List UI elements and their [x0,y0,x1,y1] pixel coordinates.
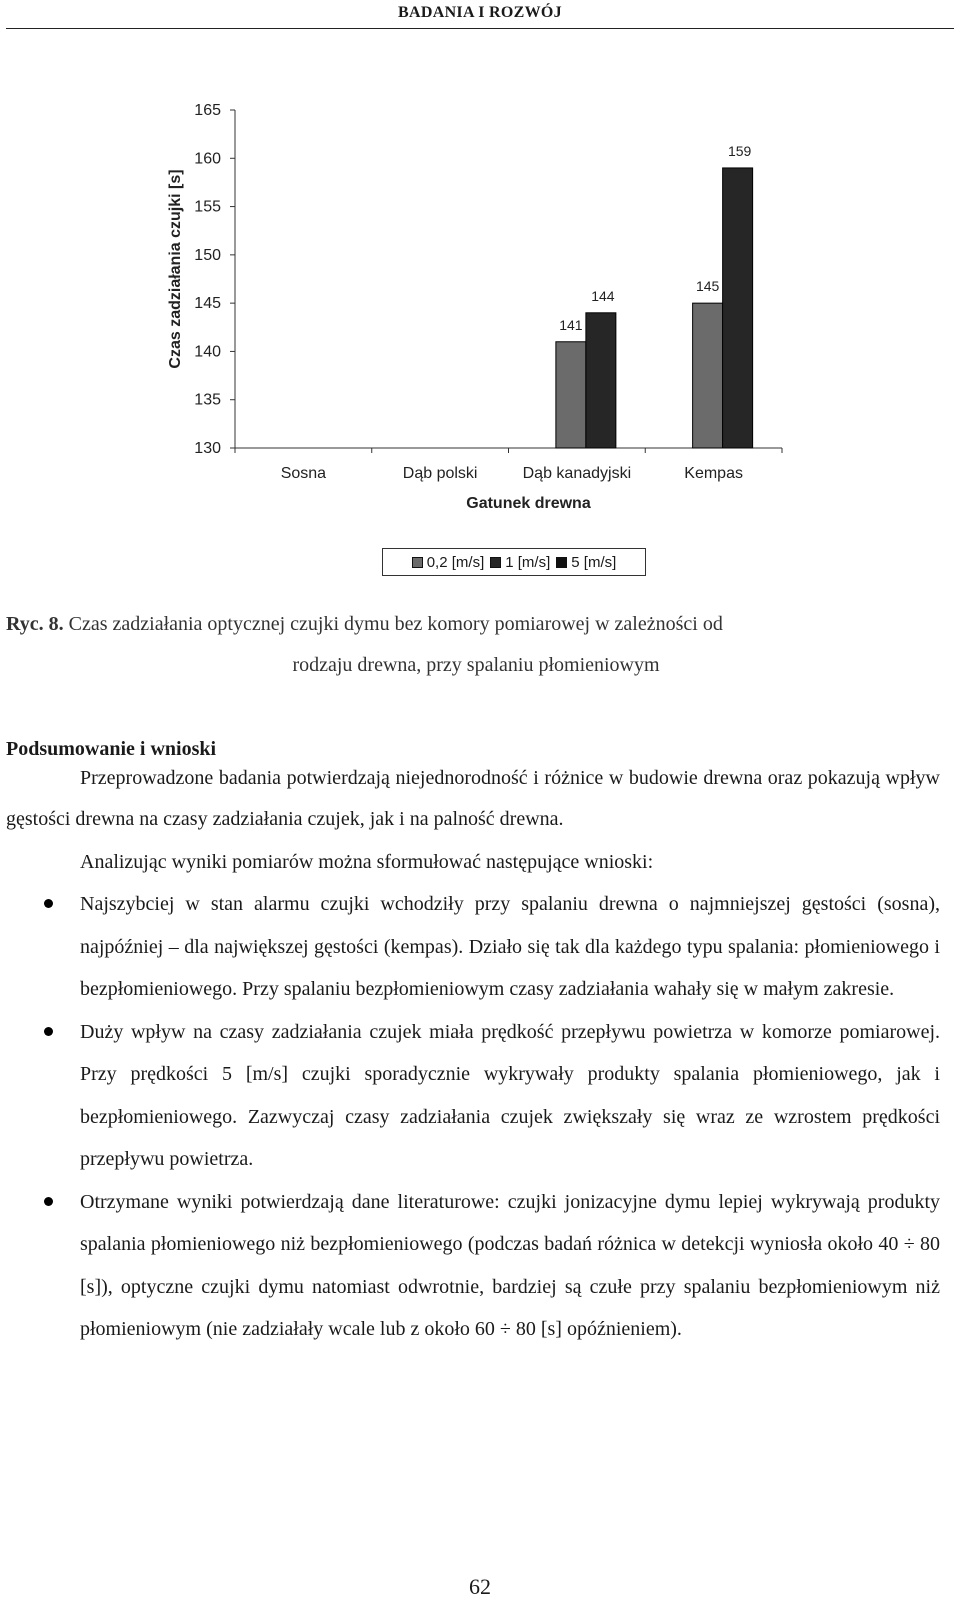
y-tick-label: 165 [194,102,221,119]
y-axis-title: Czas zadziałania czujki [s] [167,169,184,369]
y-tick-label: 140 [194,343,221,361]
x-tick-label: Dąb kanadyjski [522,465,632,482]
bar [723,168,753,448]
bar [556,342,586,448]
legend-item [490,554,550,571]
bullet-icon [44,1197,53,1206]
y-tick-label: 160 [194,150,221,168]
figure-number: Ryc. 8. [6,613,64,635]
running-header: BADANIA I ROZWÓJ [398,4,562,21]
list-item: Duży wpływ na czasy zadziałania czujek miała prędkość przepływu powietrza w komorze pomiarowej. Przy prędkości 5 [m/s] czujki sporadycznie wykrywały produkty spalania płomieniowego, jak i bezpłomieniowego. Zazwyczaj czasy zadziałania czujek zwiększały się wraz ze wzrostem prędkości przepływu powietrza. [0,1011,940,1181]
y-tick-label: 145 [194,295,221,313]
caption-line-1: Czas zadziałania optycznej czujki dymu bez komory pomiarowej w zależności od [68,613,723,635]
x-axis-title: Gatunek drewna [466,495,591,512]
bar [586,313,616,448]
caption-line-2: rodzaju drewna, przy spalaniu płomieniowym [292,654,660,676]
y-tick-label: 155 [194,198,221,216]
data-label: 144 [591,287,615,304]
page-number: 62 [469,1574,491,1599]
legend-swatch [412,557,423,568]
legend-item [412,554,485,571]
legend-swatch [490,557,501,568]
figure-caption [6,604,946,686]
y-tick-label: 135 [194,391,221,409]
data-label: 145 [695,278,720,295]
y-tick-label: 130 [194,440,221,457]
legend-label: 5 [m/s] [571,553,617,571]
legend-swatch [556,557,567,568]
x-tick-label: Kempas [684,465,743,482]
data-label: 141 [559,316,583,333]
list-item: Otrzymane wyniki potwierdzają dane literaturowe: czujki jonizacyjne dymu lepiej wykrywają produkty spalania płomieniowego niż bezpłomieniowego (podczas badań różnica w detekcji wyniosła około 40 ÷ 80 [s]), optyczne czujki dymu natomiast odwrotnie, bardziej są czułe przy spalaniu bezpłomieniowym niż płomieniowym (nie zadziałały wcale lub z około 60 ÷ 80 [s] opóźnieniem). [0,1181,940,1351]
paragraph-conclusions-intro: Analizując wyniki pomiarów można sformułować następujące wnioski: [80,851,654,873]
header-rule [6,28,954,29]
chart-legend [382,548,646,576]
paragraph-findings: Przeprowadzone badania potwierdzają niejednorodność i różnice w budowie drewna oraz pokazują wpływ gęstości drewna na czasy zadziałania czujek, jak i na palność drewna. [6,767,940,830]
y-tick-label: 150 [194,246,221,264]
bar [693,303,723,448]
list-item: Najszybciej w stan alarmu czujki wchodziły przy spalaniu drewna o najmniejszej gęstości (sosna), najpóźniej – dla największej gęstości (kempas). Działo się tak dla każdego typu spalania: płomieniowego i bezpłomieniowego. Przy spalaniu bezpłomieniowym czasy zadziałania wahały się w małym zakresie. [0,883,940,1011]
data-label: 159 [727,142,752,159]
x-tick-label: Dąb polski [402,465,478,482]
conclusions-list [0,883,940,1351]
legend-label: 0,2 [m/s] [426,553,485,571]
bullet-icon [44,1027,53,1036]
bullet-icon [44,899,53,908]
section-heading: Podsumowanie i wnioski [6,738,217,760]
legend-label: 1 [m/s] [505,553,551,571]
x-tick-label: Sosna [280,465,327,482]
legend-item [556,554,616,571]
